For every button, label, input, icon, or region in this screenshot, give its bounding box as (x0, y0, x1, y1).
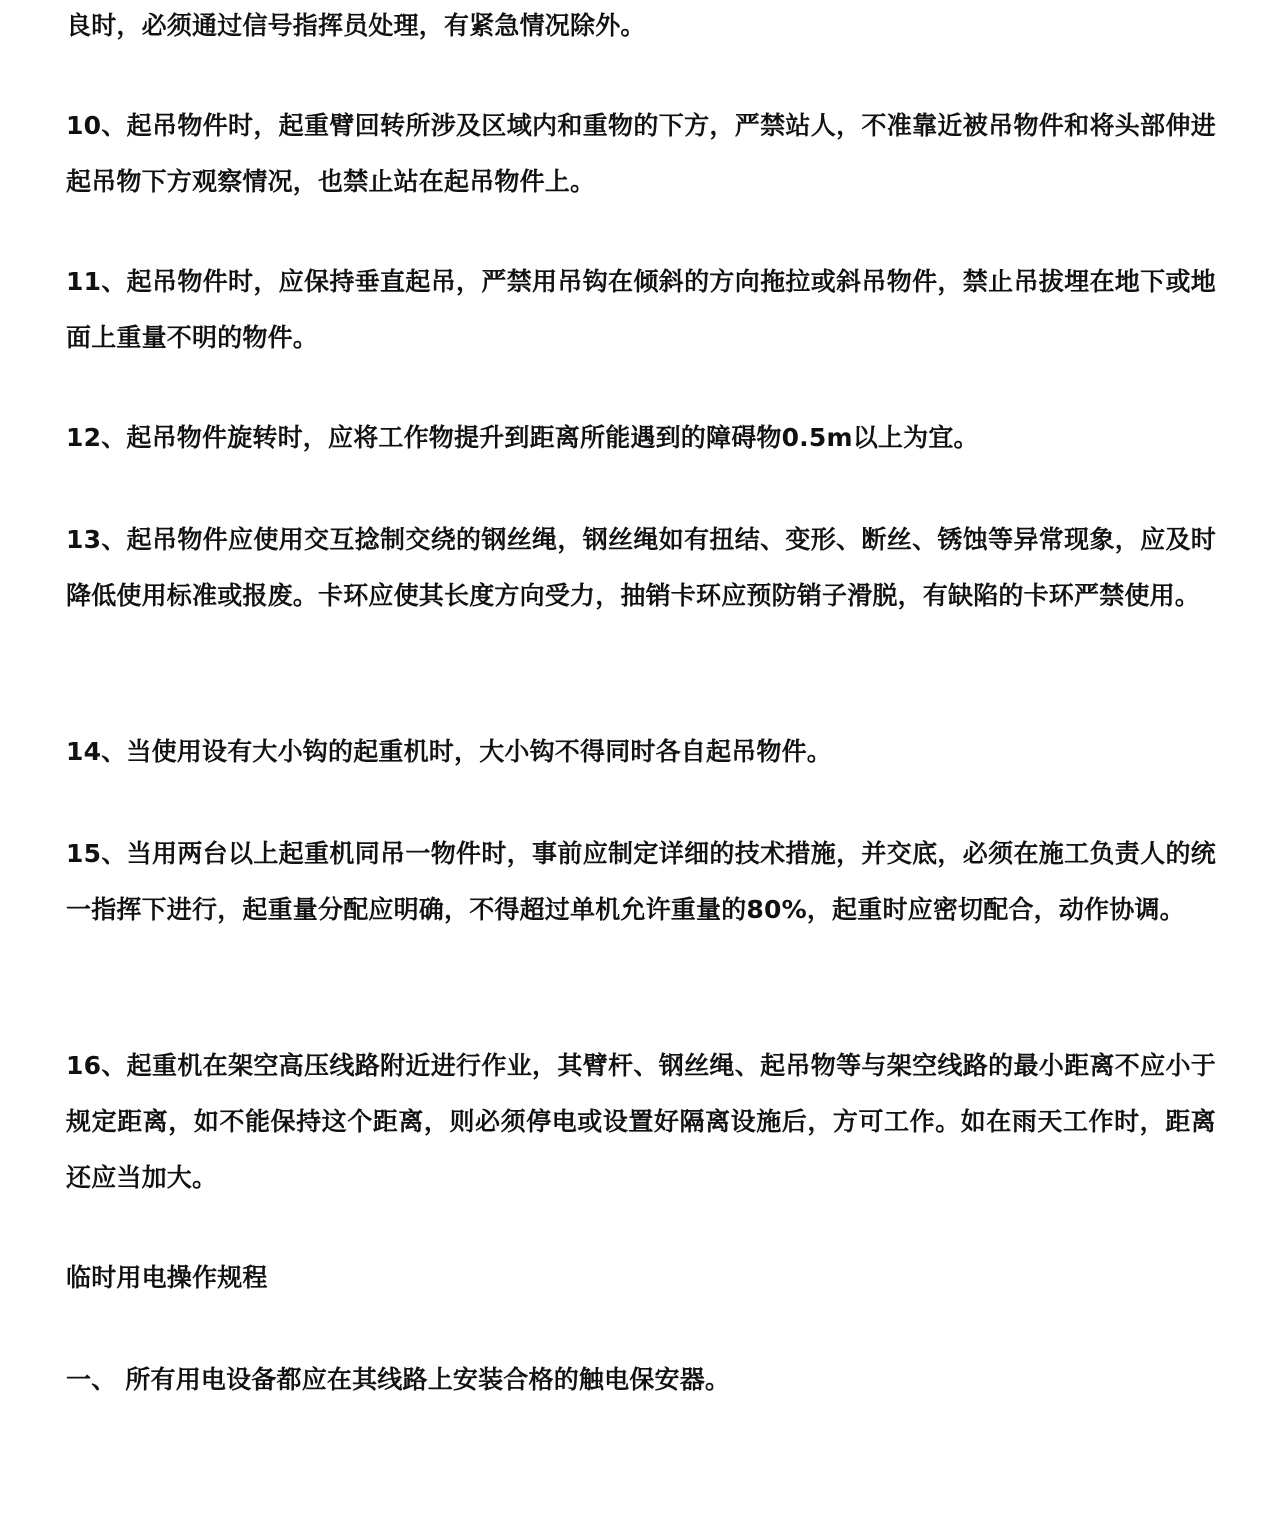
rule-item-16: 16、起重机在架空高压线路附近进行作业，其臂杆、钢丝绳、起吊物等与架空线路的最小距离不应小于规定距离，如不能保持这个距离，则必须停电或设置好隔离设施后，方可工作。如在雨天工作时，距离还应当加大。 (66, 1051, 1216, 1192)
rule-item-13: 13、起吊物件应使用交互捻制交绕的钢丝绳，钢丝绳如有扭结、变形、断丝、锈蚀等异常现象，应及时降低使用标准或报废。卡环应使其长度方向受力，抽销卡环应预防销子滑脱，有缺陷的卡环严禁使用。 (66, 525, 1216, 610)
rule-item-12: 12、起吊物件旋转时，应将工作物提升到距离所能遇到的障碍物0.5m以上为宜。 (66, 423, 979, 452)
rule-item-14: 14、当使用设有大小钩的起重机时，大小钩不得同时各自起吊物件。 (66, 737, 832, 766)
section-heading: 临时用电操作规程 (66, 1263, 268, 1292)
paragraph-continuation: 良时，必须通过信号指挥员处理，有紧急情况除外。 (66, 11, 646, 40)
rule-item-11: 11、起吊物件时，应保持垂直起吊，严禁用吊钩在倾斜的方向拖拉或斜吊物件，禁止吊拔埋在地下或地面上重量不明的物件。 (66, 267, 1216, 352)
rule-item-10: 10、起吊物件时，起重臂回转所涉及区域内和重物的下方，严禁站人，不准靠近被吊物件和将头部伸进起吊物下方观察情况，也禁止站在起吊物件上。 (66, 111, 1216, 196)
rule-item-15: 15、当用两台以上起重机同吊一物件时，事前应制定详细的技术措施，并交底，必须在施工负责人的统一指挥下进行，起重量分配应明确，不得超过单机允许重量的80%，起重时应密切配合，动作协调。 (66, 839, 1216, 924)
rule-item-1: 一、 所有用电设备都应在其线路上安装合格的触电保安器。 (66, 1365, 731, 1394)
